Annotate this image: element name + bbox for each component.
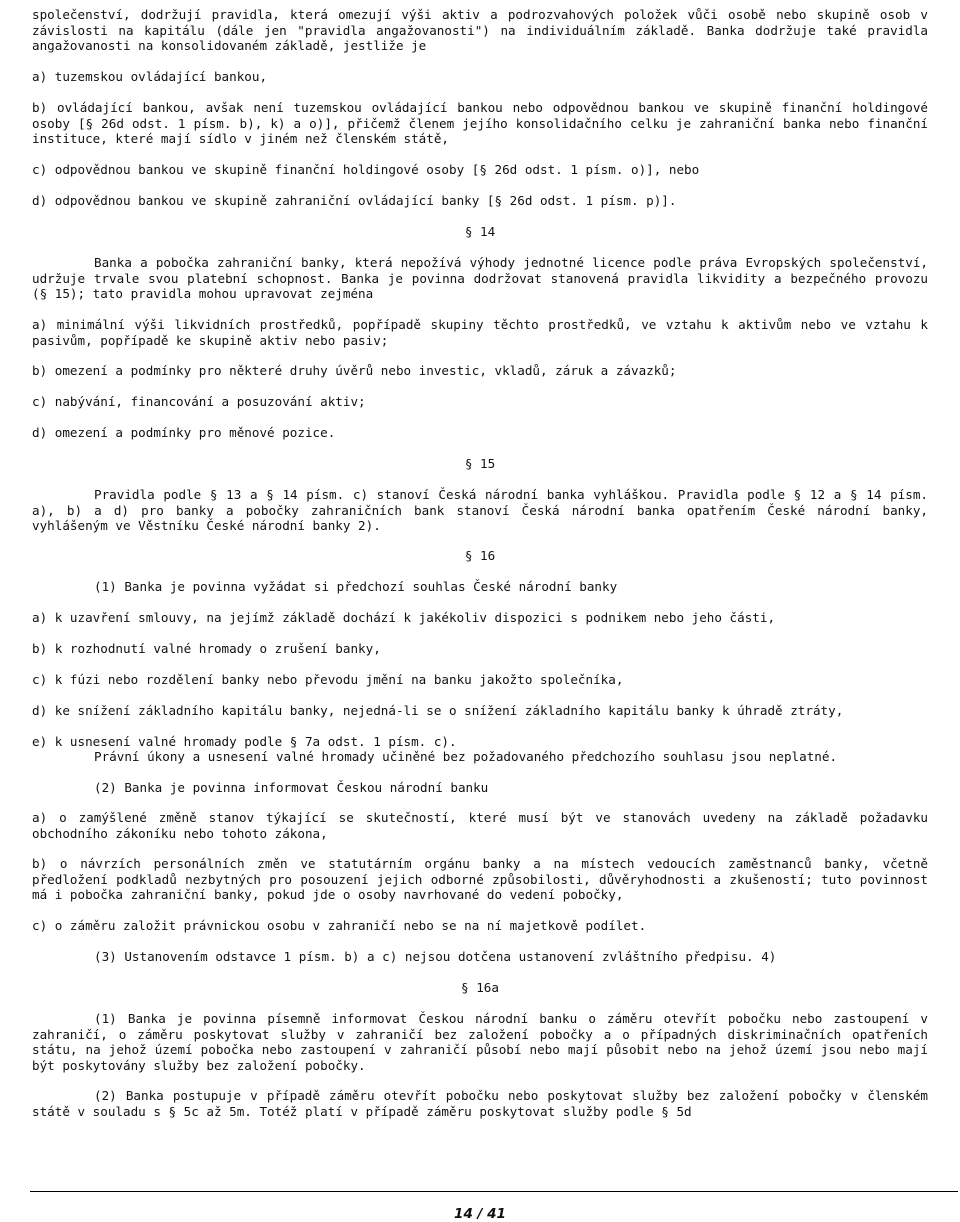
paragraph: (3) Ustanovením odstavce 1 písm. b) a c) nejsou dotčena ustanovení zvláštního předpisu. 4) [94, 949, 777, 964]
paragraph: Banka a pobočka zahraniční banky, která nepožívá výhody jednotné licence podle práva Evropských společenství, udržuje trvale svou platební schopnost. Banka je povinna dodržovat stanovená pravidla likvidity a bezpečného provozu (§ 15); tato pravidla mohou upravovat zejména [32, 255, 928, 301]
paragraph: (1) Banka je povinna vyžádat si předchozí souhlas České národní banky [94, 579, 618, 594]
paragraph: Právní úkony a usnesení valné hromady učiněné bez požadovaného předchozího souhlasu jsou neplatné. [94, 749, 838, 764]
list-item: a) tuzemskou ovládající bankou, [32, 69, 268, 84]
list-item: b) o návrzích personálních změn ve statutárním orgánu banky a na místech vedoucích zaměstnanců banky, včetně předložení podkladů nezbytných pro posouzení jejich odborné způsobilosti, důvěryhodnosti a zkušeností; tuto povinnost má i pobočka zahraniční banky, pokud jde o osoby navrhované do vedení pobočky, [32, 856, 928, 902]
list-item: c) o záměru založit právnickou osobu v zahraničí nebo se na ní majetkově podílet. [32, 918, 647, 933]
list-item: a) k uzavření smlouvy, na jejímž základě dochází k jakékoliv dispozici s podnikem nebo jeho části, [32, 610, 776, 625]
footer-divider [30, 1191, 958, 1192]
list-item: a) o zamýšlené změně stanov týkající se skutečností, které musí být ve stanovách uvedeny na základě požadavku obchodního zákoníku nebo tohoto zákona, [32, 810, 928, 841]
section-heading: § 15 [464, 456, 496, 471]
list-item: a) minimální výši likvidních prostředků, popřípadě skupiny těchto prostředků, ve vztahu k aktivům nebo ve vztahu k pasivům, popřípadě ke skupině aktiv nebo pasiv; [32, 317, 928, 348]
paragraph: (2) Banka je povinna informovat Českou národní banku [94, 780, 489, 795]
list-item: e) k usnesení valné hromady podle § 7a odst. 1 písm. c). [32, 734, 457, 749]
page-number: 14 / 41 [454, 1206, 506, 1222]
paragraph: Pravidla podle § 13 a § 14 písm. c) stanoví Česká národní banka vyhláškou. Pravidla podle § 12 a § 14 písm. a), b) a d) pro banky a pobočky zahraničních bank stanoví Česká národní banka opatřením České národní banky, vyhlášeným ve Věstníku České národní banky 2). [32, 487, 928, 533]
list-item: c) nabývání, financování a posuzování aktiv; [32, 394, 366, 409]
paragraph: společenství, dodržují pravidla, která omezují výši aktiv a podrozvahových položek vůči osobě nebo skupině osob v závislosti na kapitálu (dále jen "pravidla angažovanosti") na individuálním základě. Banka dodržuje také pravidla angažovanosti na konsolidovaném základě, jestliže je [32, 7, 928, 53]
list-item: d) omezení a podmínky pro měnové pozice. [32, 425, 336, 440]
paragraph: (2) Banka postupuje v případě záměru otevřít pobočku nebo poskytovat služby bez založení pobočky v členském státě v souladu s § 5c až 5m. Totéž platí v případě záměru poskytovat služby podle § 5d [32, 1088, 928, 1119]
list-item: d) odpovědnou bankou ve skupině zahraniční ovládající banky [§ 26d odst. 1 písm. p)]. [32, 193, 677, 208]
list-item: d) ke snížení základního kapitálu banky, nejedná-li se o snížení základního kapitálu banky k úhradě ztráty, [32, 703, 844, 718]
paragraph: (1) Banka je povinna písemně informovat Českou národní banku o záměru otevřít pobočku nebo zastoupení v zahraničí, o záměru poskytovat služby v zahraničí bez založení pobočky a o případných diskriminačních opatřeních státu, na jehož území pobočka nebo zastoupení v zahraničí působí nebo mají působit nebo na jehož území jsou nebo mají být poskytovány služby bez založení pobočky. [32, 1011, 928, 1073]
list-item: b) ovládající bankou, avšak není tuzemskou ovládající bankou nebo odpovědnou bankou ve skupině finanční holdingové osoby [§ 26d odst. 1 písm. b), k) a o)], přičemž členem jejího konsolidačního celku je zahraniční banka nebo finanční instituce, které mají sídlo v jiném než členském státě, [32, 100, 928, 146]
section-heading: § 14 [464, 224, 496, 239]
list-item: c) k fúzi nebo rozdělení banky nebo převodu jmění na banku jakožto společníka, [32, 672, 624, 687]
list-item: b) k rozhodnutí valné hromady o zrušení banky, [32, 641, 381, 656]
section-heading: § 16 [464, 548, 496, 563]
list-item: c) odpovědnou bankou ve skupině finanční holdingové osoby [§ 26d odst. 1 písm. o)], nebo [32, 162, 700, 177]
list-item: b) omezení a podmínky pro některé druhy úvěrů nebo investic, vkladů, záruk a závazků; [32, 363, 677, 378]
section-heading: § 16a [461, 980, 499, 995]
